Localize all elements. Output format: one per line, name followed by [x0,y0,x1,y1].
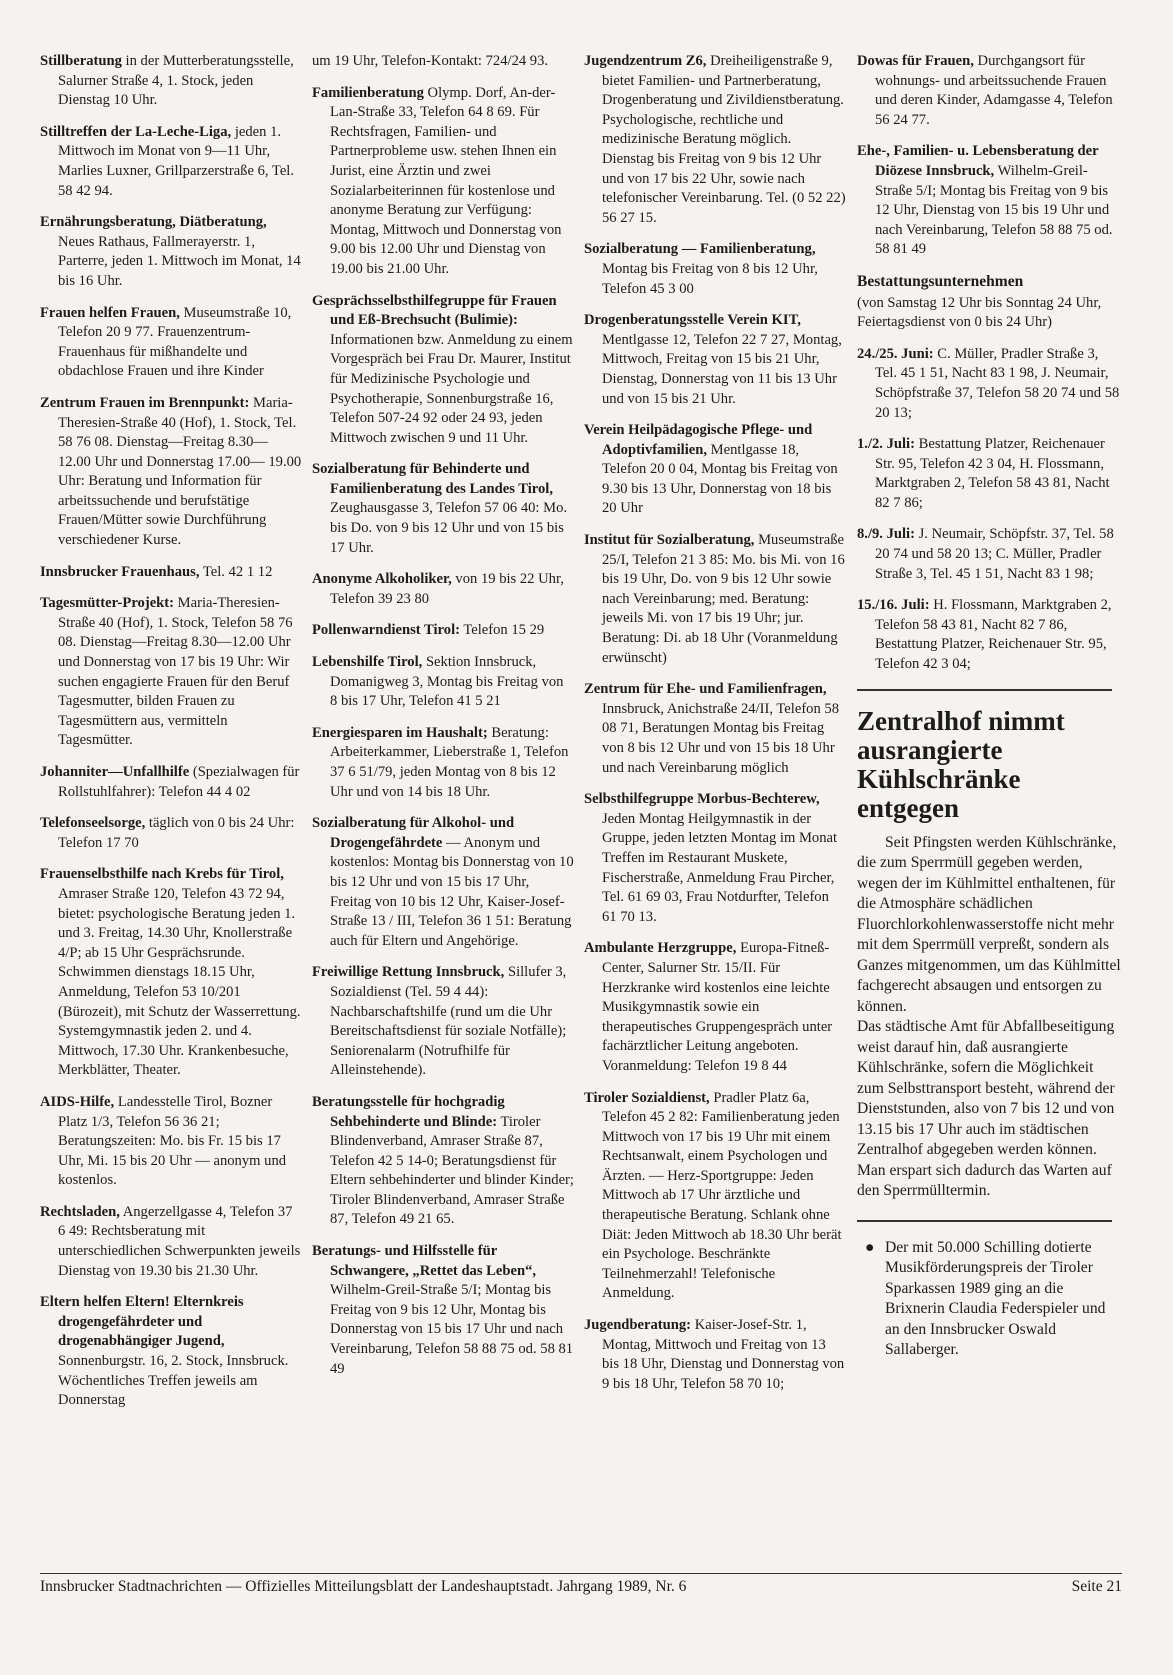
listing-entry [312,963,574,1081]
listing-details: Pradler Platz 6a, Telefon 45 2 82: Familienberatung jeden Mittwoch von 17 bis 19 Uhr mit einem Rechtsanwalt, einem Psychologen und Ärzten. — Herz-Sportgruppe: Jeden Mittwoch ab 17 Uhr ärztliche und therapeutische Beratung. Schlank ohne Diät: Jeden Mittwoch ab 18.30 Uhr berät ein Psychologe. Beschränkte Teilnehmerzahl! Telefonische Anmeldung. [602,1089,842,1302]
listing-details: Maria-Theresien-Straße 40 (Hof), 1. Stock, Telefon 58 76 08. Dienstag—Freitag 8.30—12.00 Uhr und Donnerstag von 17 bis 19 Uhr: Wir suchen engagierte Frauen für den Beruf Tagesmutter, bilden Frauen zu Tagesmüttern aus, vermitteln Tagesmütter. [58,595,293,749]
listing-entry [312,653,574,712]
listing-entry [312,52,574,72]
listing-title: 8./9. Juli: [857,526,915,543]
listing-title: Zentrum Frauen im Brennpunkt: [40,394,250,411]
listing-details: Mentlgasse 12, Telefon 22 7 27, Montag, Mittwoch, Freitag von 15 bis 21 Uhr, Dienstag, Donnerstag von 11 bis 13 Uhr und von 15 bis 21 Uhr. [602,331,842,407]
listing-title: Ehe-, Familien- u. Lebensberatung der Diözese Innsbruck, [857,143,1099,179]
listing-entry [312,1242,574,1379]
listing-details: Dreiheiligenstraße 9, bietet Familien- und Partnerberatung, Drogenberatung und Zivildienstberatung. Psychologische, rechtliche und medizinische Beratung möglich. Dienstag bis Freitag von 9 bis 12 Uhr und von 17 bis 22 Uhr, sowie nach telefonischer Vereinbarung. Tel. (0 52 22) 56 27 15. [602,53,846,226]
listing-details: Maria-Theresien-Straße 40 (Hof), 1. Stock, Tel. 58 76 08. Dienstag—Freitag 8.30— 12.00 Uhr und Donnerstag 17.00— 19.00 Uhr: Beratung und Information für arbeitssuchende und berufstätige Frauen/Mütter sowie Durchführung verschiedener Kurse. [58,394,302,549]
listing-details: in der Mutterberatungsstelle, Salurner Straße 4, 1. Stock, jeden Dienstag 10 Uhr. [58,53,294,109]
listing-entry [40,563,302,583]
listing-title: Sozialberatung für Behinderte und Familienberatung des Landes Tirol, [312,461,553,497]
bullet-icon: ● [865,1238,875,1256]
listing-title: Gesprächsselbsthilfegruppe für Frauen und Eß-Brechsucht (Bulimie): [312,292,557,329]
listing-entry [40,594,302,751]
listing-details: Landesstelle Tirol, Bozner Platz 1/3, Telefon 56 36 21; Beratungszeiten: Mo. bis Fr. 15 bis 17 Uhr, Mi. 15 bis 20 Uhr — anonym und kostenlos. [58,1093,287,1189]
listing-title: Dowas für Frauen, [857,53,974,69]
listing-entry [40,1293,302,1411]
article-headline: Zentralhof nimmt ausrangierte Kühlschränke entgegen [857,705,1065,823]
listing-details: — Anonym und kostenlos: Montag bis Donnerstag von 10 bis 12 Uhr und von 15 bis 17 Uhr, Freitag von 10 bis 12 Uhr, Kaiser-Josef-Straße 13 / III, Telefon 36 1 51: Beratung auch für Eltern und Angehörige. [330,834,574,949]
listing-details: Tel. 42 1 12 [199,563,273,580]
divider [857,1220,1112,1222]
listing-entry [40,304,302,382]
listing-details: Beratung: Arbeiterkammer, Lieberstraße 1, Telefon 37 6 51/79, jeden Montag von 8 bis 12 Uhr und von 14 bis 18 Uhr. [330,724,569,800]
listing-title: AIDS-Hilfe, [40,1093,115,1110]
listing-entry [584,311,846,409]
article [857,707,1121,1202]
listing-title: Zentrum für Ehe- und Familienfragen, [584,681,827,698]
listing-details: Museumstraße 25/I, Telefon 21 3 85: Mo. bis Mi. von 16 bis 19 Uhr, Do. von 9 bis 12 Uhr sowie nach Vereinbarung; med. Beratung: jeweils Mi. von 17 bis 19 Uhr; jur. Beratung: Di. ab 18 Uhr (Voranmeldung erwünscht) [602,532,845,666]
listing-entry [40,1203,302,1281]
listing-entry [584,1316,846,1394]
listing-entry [40,1093,302,1191]
listing-entry [312,621,574,641]
listing-details: Bestattung Platzer, Reichenauer Str. 95, Telefon 42 3 04, H. Flossmann, Marktgraben 2, Telefon 58 43 81, Nacht 82 7 86; [875,436,1110,511]
listing-title: Freiwillige Rettung Innsbruck, [312,964,505,981]
listing-entry [40,52,302,111]
funeral-section [857,272,1121,675]
listing-entry [40,213,302,291]
listing-entry [584,790,846,927]
listing-entry [584,939,846,1076]
funeral-list [857,345,1121,675]
listing-details: Sillufer 3, Sozialdienst (Tel. 59 4 44): Nachbarschaftshilfe (rund um die Uhr Bereitschaftsdienst für soziale Notfälle); Seniorenalarm (Notrufhilfe für Alleinstehende). [330,964,567,1079]
listing-details: C. Müller, Pradler Straße 3, Tel. 45 1 51, Nacht 83 1 98, J. Neumair, Schöpfstraße 37, Telefon 58 20 74 und 58 20 13; [875,345,1120,421]
listing-title: Stillberatung [40,53,122,69]
listing-details: Europa-Fitneß-Center, Salurner Str. 15/II. Für Herzkranke wird kostenlos eine leichte Musikgymnastik sowie ein therapeutisches Gruppengespräch unter fachärztlicher Leitung angeboten. Voranmeldung: Telefon 19 8 44 [602,940,833,1074]
listing-details: Angerzellgasse 4, Telefon 37 6 49: Rechtsberatung mit unterschiedlichen Schwerpunkten jeweils Dienstag von 19.30 bis 21.30 Uhr. [58,1203,301,1279]
listing-title: Tagesmütter-Projekt: [40,595,175,612]
listing-details: Wilhelm-Greil-Straße 5/I; Montag bis Freitag von 9 bis 12 Uhr, Montag bis Donnerstag von 15 bis 17 Uhr und nach Vereinbarung, Telefon 58 88 75 od. 58 81 49 [330,1282,574,1377]
listing-entry [584,680,846,778]
listing-entry [312,724,574,802]
divider [857,689,1112,691]
listing-title: Frauen helfen Frauen, [40,304,180,321]
listing-details: Informationen bzw. Anmeldung zu einem Vorgespräch bei Frau Dr. Maurer, Institut für Medizinische Psychologie und Psychotherapie, Sonnenburgstraße 16, Telefon 507-24 92 oder 24 93, jeden Mittwoch zwischen 9 und 11 Uhr. [330,331,573,446]
listing-title: Stilltreffen der La-Leche-Liga, [40,123,232,140]
listing-title: Innsbrucker Frauenhaus, [40,563,200,580]
funeral-heading: Bestattungsunternehmen [857,272,1024,290]
listing-details: Innsbruck, Anichstraße 24/II, Telefon 58 08 71, Beratungen Montag bis Freitag von 8 bis 12 Uhr und von 15 bis 18 Uhr und nach Vereinbarung möglich [602,700,840,776]
listing-title: Frauenselbsthilfe nach Krebs für Tirol, [40,866,284,883]
notice [857,1238,1121,1361]
listing-entry [857,525,1121,584]
listing-details: J. Neumair, Schöpfstr. 37, Tel. 58 20 74 und 58 20 13; C. Müller, Pradler Straße 3, Tel. 45 1 51, Nacht 83 1 98; [875,526,1114,582]
footer-publication: Innsbrucker Stadtnachrichten — Offizielles Mitteilungsblatt der Landeshauptstadt. Jahrgang 1989, Nr. 6 [40,1578,687,1595]
listing-details: Mentlgasse 18, Telefon 20 0 04, Montag bis Freitag von 9.30 bis 13 Uhr, Donnerstag von 18 bis 20 Uhr [602,441,838,517]
listing-entry [312,814,574,951]
listing-details: Kaiser-Josef-Str. 1, Montag, Mittwoch und Freitag von 13 bis 18 Uhr, Dienstag und Donnerstag von 9 bis 18 Uhr, Telefon 58 70 10; [602,1317,845,1392]
article-paragraph-2: Das städtische Amt für Abfallbeseitigung weist darauf hin, daß ausrangierte Kühlschränke, sofern die Möglichkeit zum Selbsttransport besteht, während der Dienststunden, also von 7 bis 12 und von 13.15 bis 17 Uhr auch im städtischen Zentralhof abgegeben werden können. Man erspart sich dadurch das Warten auf den Sperrmülltermin. [857,1018,1115,1200]
listing-title: Sozialberatung — Familienberatung, [584,241,816,258]
listing-title: Ambulante Herzgruppe, [584,940,737,957]
listing-details: um 19 Uhr, Telefon-Kontakt: 724/24 93. [312,53,549,69]
footer [40,1578,1122,1596]
listing-details: Zeughausgasse 3, Telefon 57 06 40: Mo. bis Do. von 9 bis 12 Uhr und von 15 bis 17 Uhr. [330,500,568,556]
listing-entry [312,292,574,449]
listing-entry [584,240,846,299]
listing-details: Telefon 15 29 [459,622,545,639]
listing-details: Jeden Montag Heilgymnastik in der Gruppe, jeden letzten Montag im Monat Treffen im Restaurant Muskete, Fischerstraße, Anmeldung Frau Pircher, Tel. 61 69 03, Frau Notdurfter, Telefon 61 70 13. [602,810,838,925]
listing-entry [40,763,302,802]
listing-title: Beratungsstelle für hochgradig Sehbehinderte und Blinde: [312,1093,505,1130]
listing-details: Wilhelm-Greil-Straße 5/I; Montag bis Freitag von 9 bis 12 Uhr, Dienstag von 15 bis 19 Uhr und nach Vereinbarung, Telefon 58 88 75 od. 58 81 49 [875,162,1113,258]
column-4-entries [857,52,1121,260]
listing-details: Montag bis Freitag von 8 bis 12 Uhr, Telefon 45 3 00 [602,260,818,297]
listing-entry [40,814,302,853]
listing-title: Drogenberatungsstelle Verein KIT, [584,312,801,329]
listing-title: Eltern helfen Eltern! Elternkreis drogengefährdeter und drogenabhängiger Jugend, [40,1294,244,1350]
listing-title: Pollenwarndienst Tirol: [312,622,460,639]
listing-title: Anonyme Alkoholiker, [312,571,452,588]
listing-details: Museumstraße 10, Telefon 20 9 77. Frauenzentrum-Frauenhaus für mißhandelte und obdachlose Frauen und ihre Kinder [58,304,292,380]
listing-entry [584,421,846,519]
listing-details: täglich von 0 bis 24 Uhr: Telefon 17 70 [58,815,295,851]
listing-entry [857,596,1121,674]
listing-details: von 19 bis 22 Uhr, Telefon 39 23 80 [330,571,564,607]
listing-details: Olymp. Dorf, An-der-Lan-Straße 33, Telefon 64 8 69. Für Rechtsfragen, Familien- und Partnerprobleme usw. stehen Ihnen ein Jurist, eine Ärztin und zwei Sozialarbeiterinnen für kostenlose und anonyme Beratung zur Verfügung: Montag, Mittwoch und Donnerstag von 9.00 bis 12.00 Uhr und Dienstag von 19.00 bis 21.00 Uhr. [330,84,562,277]
listing-title: Lebenshilfe Tirol, [312,654,423,671]
listing-title: Institut für Sozialberatung, [584,532,755,549]
listing-details: (Spezialwagen für Rollstuhlfahrer): Telefon 44 4 02 [58,764,300,800]
listing-title: Sozialberatung für Alkohol- und Drogengefährdete [312,815,515,851]
listing-entry [312,570,574,609]
listing-details: Amraser Straße 120, Telefon 43 72 94, bietet: psychologische Beratung jeden 1. und 3. Freitag, 14.30 Uhr, Knollerstraße 4/P; ab 15 Uhr Gesprächsrunde. Schwimmen dienstags 18.15 Uhr, Anmeldung, Telefon 53 10/201 (Bürozeit), mit Schutz der Wasserrettung. Systemgymnastik jeden 2. und 4. Mittwoch, 17.30 Uhr. Krankenbesuche, Merkblätter, Theater. [58,885,301,1079]
listing-entry [857,142,1121,260]
listing-title: 15./16. Juli: [857,597,930,614]
listing-title: Tiroler Sozialdienst, [584,1089,710,1106]
listing-details: Sonnenburgstr. 16, 2. Stock, Innsbruck. Wöchentliches Treffen jeweils am Donnerstag [58,1353,289,1409]
listing-title: Familienberatung [312,84,424,101]
listing-title: Verein Heilpädagogische Pflege- und Adoptivfamilien, [584,422,813,458]
page-number: Seite 21 [1071,1578,1122,1595]
listing-entry [584,52,846,228]
listing-title: Johanniter—Unfallhilfe [40,764,190,780]
listing-title: Telefonseelsorge, [40,815,146,832]
listing-entry [584,531,846,668]
listing-details: Neues Rathaus, Fallmerayerstr. 1, Parterre, jeden 1. Mittwoch im Monat, 14 bis 16 Uhr. [58,233,301,289]
listing-entry [857,52,1121,130]
listing-entry [312,1093,574,1230]
listing-entry [584,1089,846,1305]
listing-entry [857,345,1121,423]
column-4 [857,52,1121,1361]
column-2 [312,52,574,1391]
listing-title: Ernährungsberatung, Diätberatung, [40,214,267,231]
listing-title: Selbsthilfegruppe Morbus-Bechterew, [584,791,820,808]
listing-title: Jugendberatung: [584,1317,692,1334]
listing-details: jeden 1. Mittwoch im Monat von 9—11 Uhr, Marlies Luxner, Grillparzerstraße 6, Tel. 58 42 94. [58,123,294,199]
listing-title: 24./25. Juni: [857,345,934,362]
article-paragraph-1: Seit Pfingsten werden Kühlschränke, die zum Sperrmüll gegeben werden, wegen der im Kühlmittel enthaltenen, für die Atmosphäre schädlichen Fluorchlorkohlenwasserstoffe nicht mehr mit dem Sperrmüll verpreßt, sondern als Ganzes mitgenommen, um das Kühlmittel fachgerecht absaugen und entsorgen zu können. [857,833,1121,1015]
listing-title: Beratungs- und Hilfsstelle für Schwangere, „Rettet das Leben“, [312,1243,537,1279]
notice-text: Der mit 50.000 Schilling dotierte Musikförderungspreis der Tiroler Sparkassen 1989 ging an die Brixnerin Claudia Federspieler und an den Innsbrucker Oswald Sallaberger. [885,1238,1106,1359]
column-3 [584,52,846,1406]
listing-entry [312,460,574,558]
listing-details: Tiroler Blindenverband, Amraser Straße 87, Telefon 42 5 14-0; Beratungsdienst für Eltern sehbehinderter und blinder Kinder; Tiroler Blindenverband, Amraser Straße 87, Telefon 49 21 65. [330,1113,574,1228]
listing-entry [40,865,302,1081]
listing-title: Energiesparen im Haushalt; [312,724,488,741]
listing-details: Durchgangsort für wohnungs- und arbeitssuchende Frauen und deren Kinder, Adamgasse 4, Telefon 56 24 77. [875,53,1113,128]
listing-entry [857,435,1121,513]
funeral-intro: (von Samstag 12 Uhr bis Sonntag 24 Uhr, Feiertagsdienst von 0 bis 24 Uhr) [857,294,1102,331]
listing-title: Rechtsladen, [40,1203,120,1220]
listing-title: Jugendzentrum Z6, [584,53,707,69]
listing-details: H. Flossmann, Marktgraben 2, Telefon 58 43 81, Nacht 82 7 86, Bestattung Platzer, Reichenauer Str. 95, Telefon 42 3 04; [875,597,1112,673]
listing-title: 1./2. Juli: [857,436,915,453]
listing-entry [40,394,302,551]
listing-entry [40,123,302,201]
column-1 [40,52,302,1423]
listing-entry [312,84,574,280]
listing-details: Sektion Innsbruck, Domanigweg 3, Montag bis Freitag von 8 bis 17 Uhr, Telefon 41 5 21 [330,654,564,710]
footer-rule [40,1573,1122,1574]
